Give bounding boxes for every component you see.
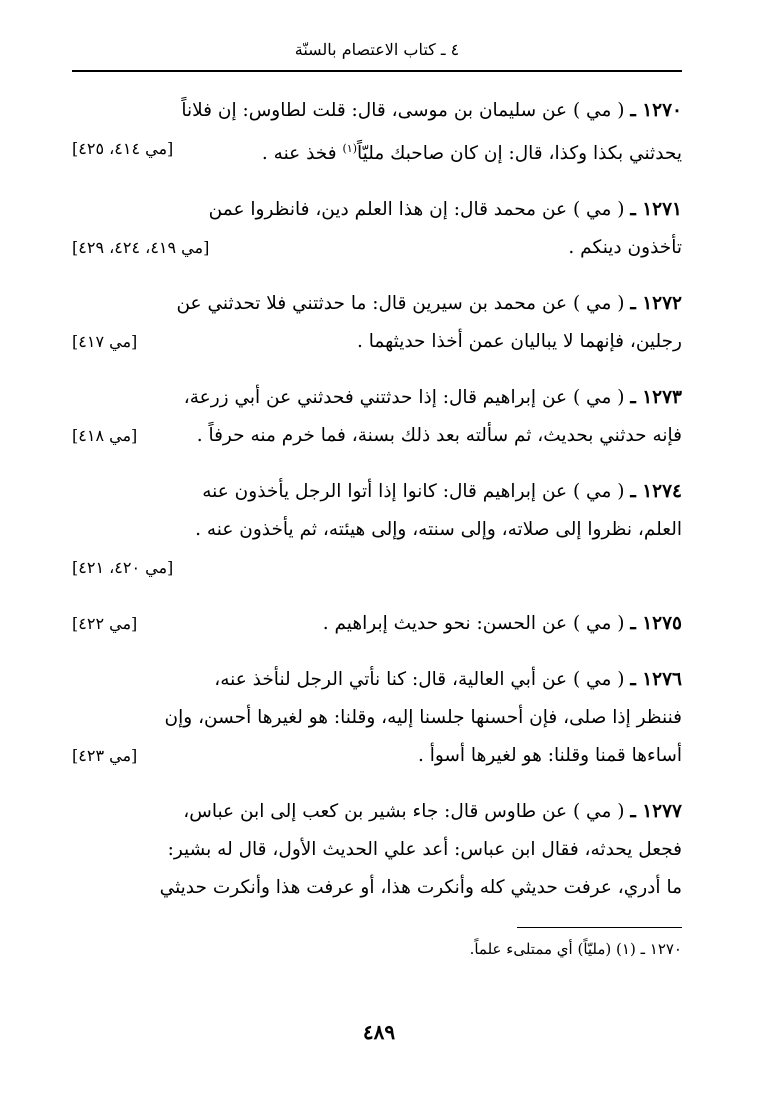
hadith-text-line: العلم، نظروا إلى صلاته، وإلى سنته، وإلى هيئته، ثم يأخذون عنه . (195, 519, 682, 541)
hadith-text-line: فجعل يحدثه، فقال ابن عباس: أعد علي الحديث الأول، قال له بشير: (167, 839, 682, 861)
hadith-list (72, 92, 682, 907)
hadith-entry-1272 (72, 285, 682, 361)
hadith-number: ١٢٧٠ ـ (630, 100, 682, 121)
hadith-text-tail: فإنه حدثني بحديث، ثم سألته بعد ذلك بسنة، فما خرم منه حرفاً . (196, 425, 682, 447)
footnote: ١٢٧٠ ـ (١) (مليّاً) أي ممتلىء علماً. (469, 940, 682, 959)
hadith-text-tail: أساءها قمنا وقلنا: هو لغيرها أسوأ . (417, 745, 682, 767)
hadith-entry-1271 (72, 191, 682, 267)
footnote-marker: (١) (342, 142, 357, 155)
hadith-text-line: ما أدري، عرفت حديثي كله وأنكرت هذا، أو عرفت هذا وأنكرت حديثي (159, 877, 682, 899)
page (72, 40, 682, 964)
source-reference: [مي ٤٢٣] (72, 746, 138, 766)
hadith-number: ١٢٧٤ ـ (630, 481, 682, 503)
hadith-text-line: ( مي ) عن محمد قال: إن هذا العلم دين، فانظروا عمن (208, 199, 625, 221)
hadith-entry-1275 (72, 605, 682, 643)
hadith-text-line: ( مي ) عن إبراهيم قال: إذا حدثتني فحدثني عن أبي زرعة، (183, 387, 625, 409)
hadith-text-tail: رجلين، فإنهما لا يباليان عمن أخذا حديثهما . (356, 331, 682, 353)
hadith-number: ١٢٧٢ ـ (630, 293, 682, 315)
source-reference: [مي ٤١٤، ٤٢٥] (72, 139, 174, 158)
hadith-text-tail: ( مي ) عن الحسن: نحو حديث إبراهيم . (322, 613, 625, 635)
source-reference: [مي ٤٢٢] (72, 614, 138, 634)
source-reference: [مي ٤٢٠، ٤٢١] (72, 558, 174, 578)
page-number: ٤٨٩ (362, 1020, 396, 1044)
hadith-text-line: ( مي ) عن طاوس قال: جاء بشير بن كعب إلى ابن عباس، (183, 801, 625, 823)
hadith-number: ١٢٧٣ ـ (630, 387, 682, 409)
hadith-entry-1274 (72, 473, 682, 587)
hadith-text-tail: تأخذون دينكم . (568, 237, 682, 259)
hadith-text-tail: فخذ عنه . (261, 143, 337, 165)
hadith-text-line: ( مي ) عن سليمان بن موسى، قال: قلت لطاوس: إن فلاناً (181, 100, 625, 121)
footnote-rule (517, 927, 682, 928)
source-reference: [مي ٤١٧] (72, 332, 138, 352)
hadith-text-line: يحدثني بكذا وكذا، قال: إن كان صاحبك مليّاً (356, 143, 682, 165)
header-rule (72, 70, 682, 72)
source-reference: [مي ٤١٩، ٤٢٤، ٤٢٩] (72, 238, 210, 258)
running-header: ٤ ـ كتاب الاعتصام بالسنّة (294, 40, 460, 59)
hadith-text-line: ( مي ) عن إبراهيم قال: كانوا إذا أتوا الرجل يأخذون عنه (202, 481, 625, 503)
source-reference: [مي ٤١٨] (72, 426, 138, 446)
hadith-entry-1270 (72, 92, 682, 173)
hadith-number: ١٢٧٥ ـ (630, 613, 682, 635)
hadith-text-line: ( مي ) عن أبي العالية، قال: كنا نأتي الرجل لنأخذ عنه، (214, 669, 625, 691)
hadith-entry-1276 (72, 661, 682, 775)
hadith-text-line: فننظر إذا صلى، فإن أحسنها جلسنا إليه، وقلنا: هو لغيرها أحسن، وإن (164, 707, 682, 729)
hadith-number: ١٢٧٧ ـ (630, 801, 682, 823)
hadith-entry-1277 (72, 793, 682, 907)
hadith-text-line: ( مي ) عن محمد بن سيرين قال: ما حدثتني فلا تحدثني عن (176, 293, 625, 315)
hadith-entry-1273 (72, 379, 682, 455)
hadith-number: ١٢٧٦ ـ (630, 669, 682, 691)
hadith-number: ١٢٧١ ـ (630, 199, 682, 221)
